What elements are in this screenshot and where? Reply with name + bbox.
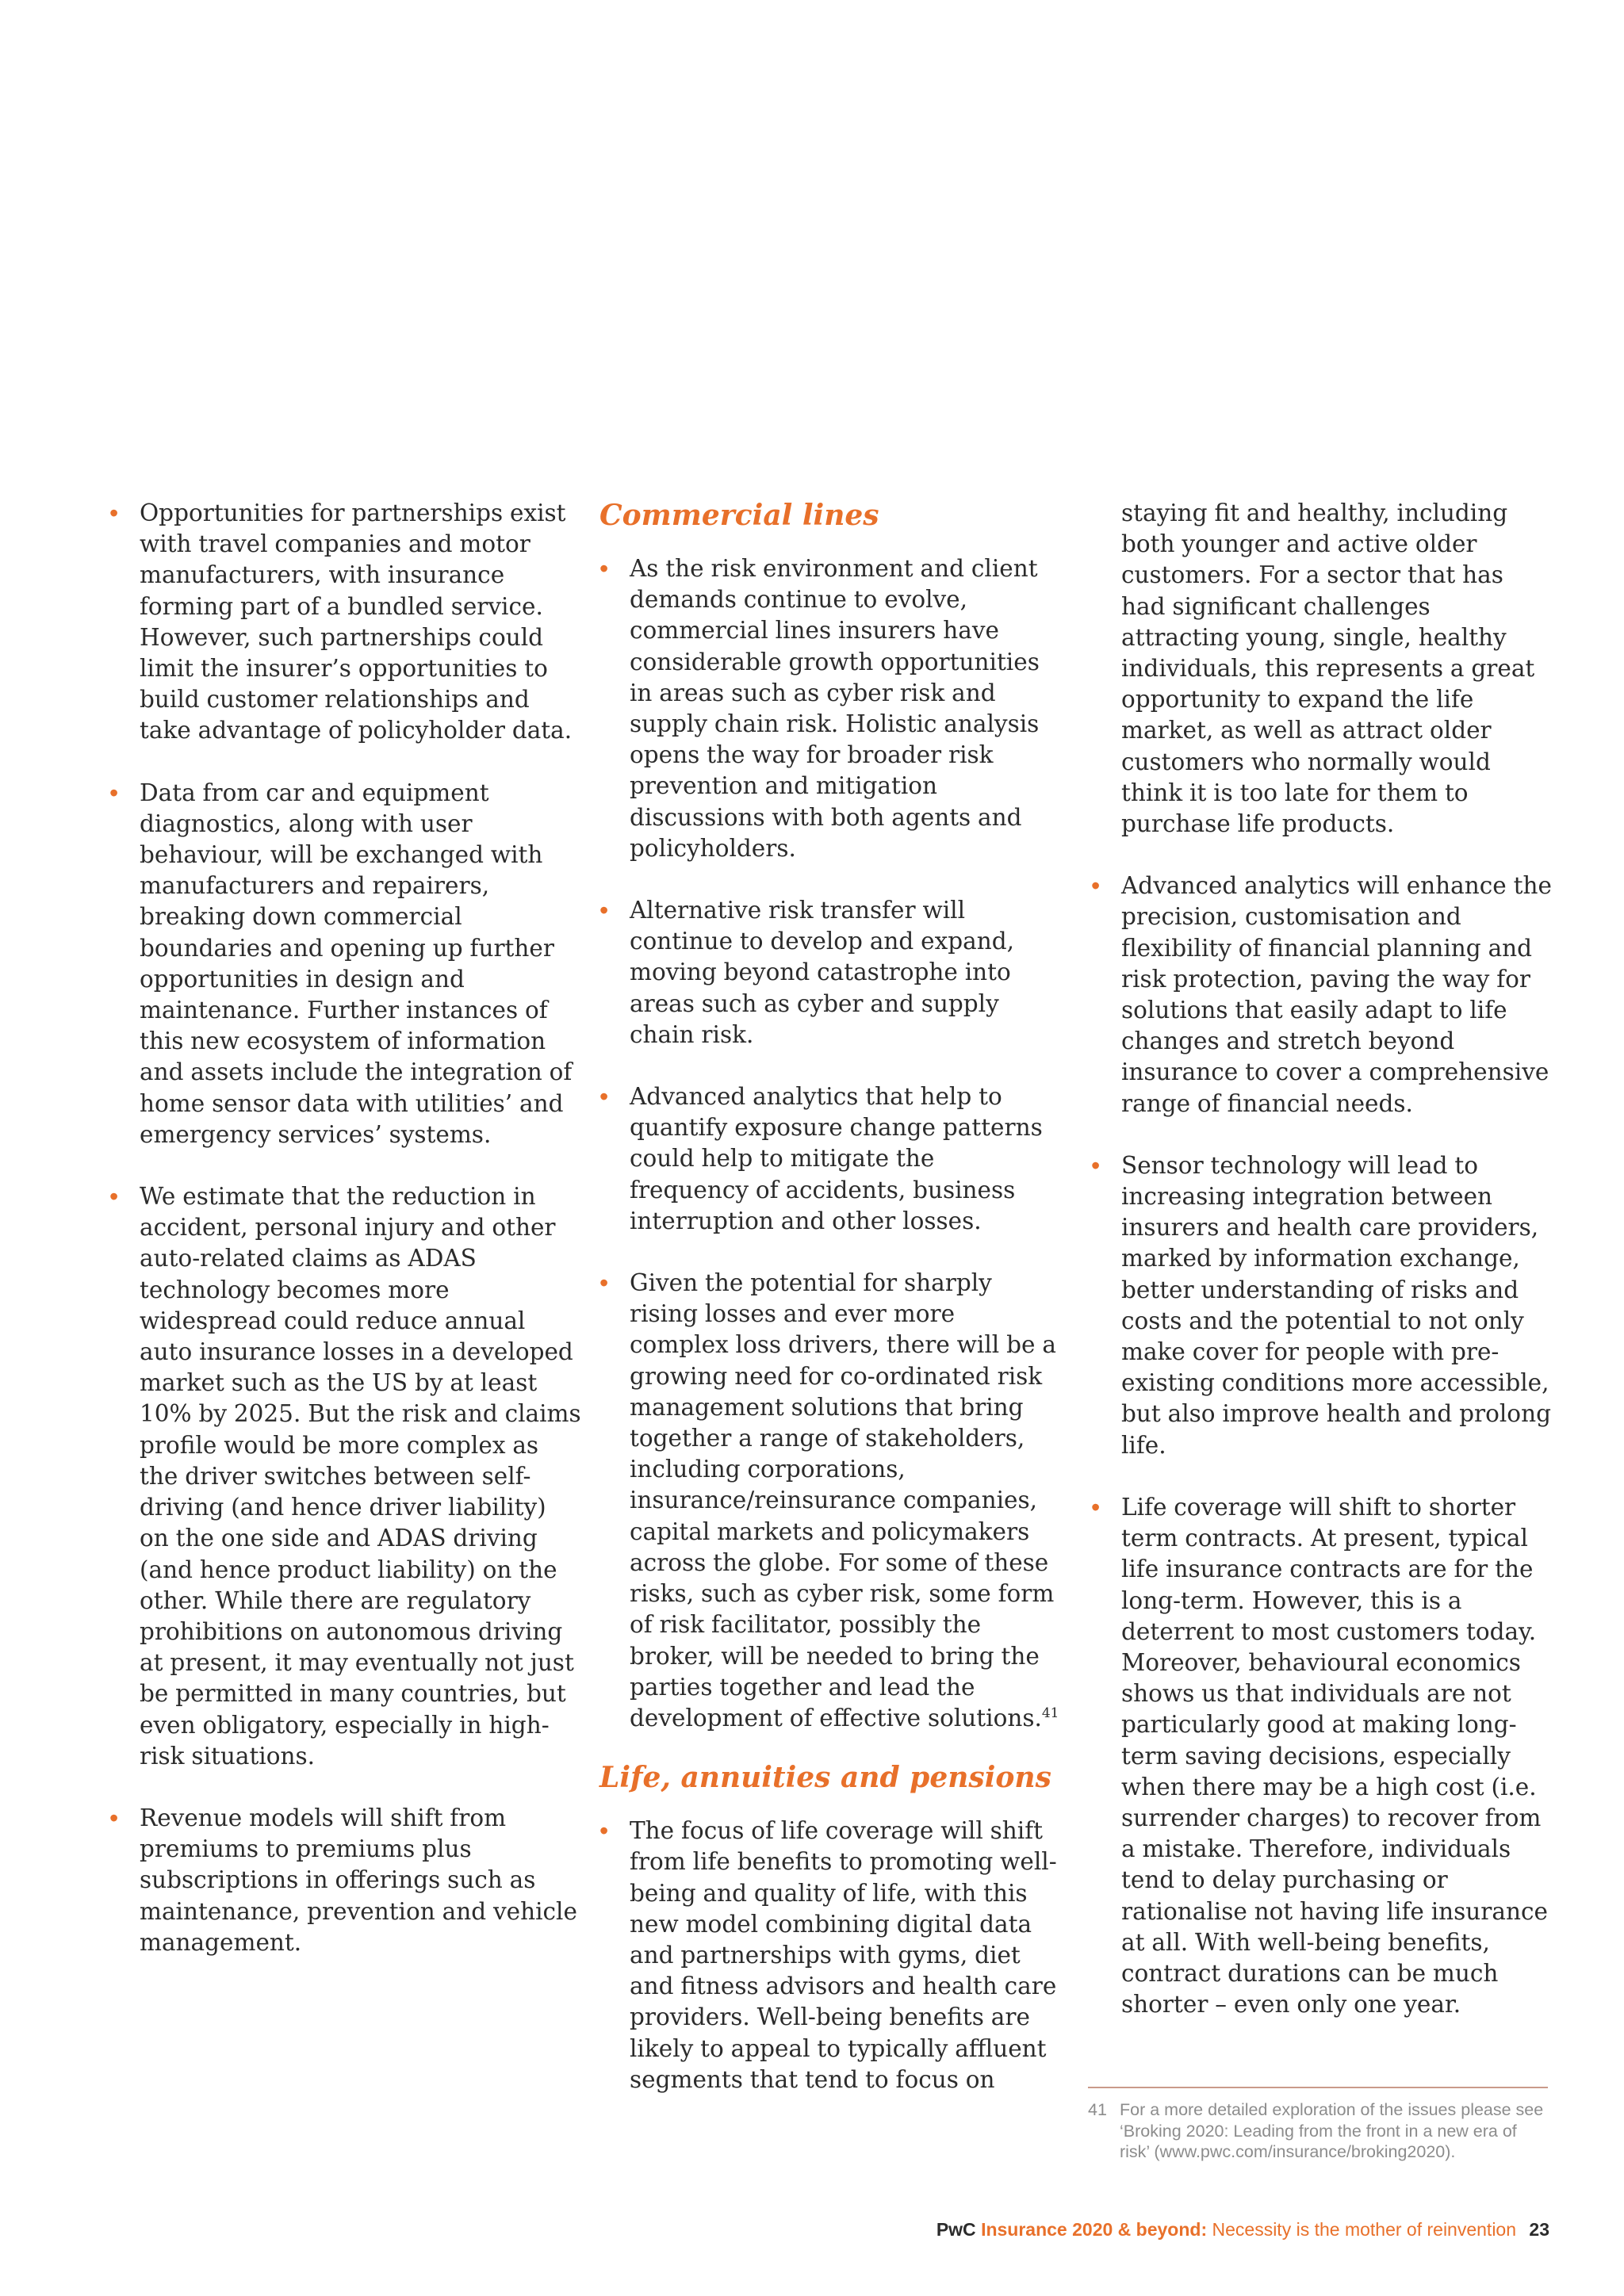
list-item: • Alternative risk transfer will continue to develop and expand, moving beyond catastrophe into areas such as cyber and supply chain risk.: [599, 895, 1059, 1050]
footnote: [1088, 2099, 1548, 2163]
commercial-bullet-list: [599, 553, 1059, 1734]
list-item: • Advanced analytics will enhance the precision, customisation and flexibility of financial planning and risk protection, paving the way for solutions that easily adapt to life changes and stretch beyond insurance to cover a comprehensive range of financial needs.: [1091, 871, 1553, 1119]
list-item: [599, 1268, 1059, 1734]
publication-tagline: Necessity is the mother of reinvention: [1212, 2219, 1517, 2240]
list-item: • As the risk environment and client demands continue to evolve, commercial lines insurers have considerable growth opportunities in areas such as cyber risk and supply chain risk. Holistic analysis opens the way for broader risk prevention and mitigation discussions with both agents and policyholders.: [599, 553, 1059, 864]
column-left: [109, 498, 582, 1989]
list-item: • Advanced analytics that help to quantify exposure change patterns could help to mitigate the frequency of accidents, business interruption and other losses.: [599, 1081, 1059, 1237]
publication-title: Insurance 2020 & beyond:: [981, 2219, 1208, 2240]
footnote-number: 41: [1088, 2100, 1107, 2119]
life-bullet-list: [599, 1816, 1059, 2095]
brand-name: PwC: [936, 2219, 976, 2240]
footnote-divider: [1088, 2087, 1548, 2088]
list-item: • Life coverage will shift to shorter term contracts. At present, typical life insurance contracts are for the long-term. However, this is a deterrent to most customers today. Moreover, behavioural economics shows us that individuals are not particularly good at making long-term saving decisions, especially when there may be a high cost (i.e. surrender charges) to recover from a mistake. Therefore, individuals tend to delay purchasing or rationalise not having life insurance at all. With well-being benefits, contract durations can be much shorter – even only one year.: [1091, 1492, 1553, 2020]
list-item: • The focus of life coverage will shift from life benefits to promoting well-being and quality of life, with this new model combining digital data and partnerships with gyms, diet and fitness advisors and health care providers. Well-being benefits are likely to appeal to typically affluent segments that tend to focus on: [599, 1816, 1059, 2095]
page-number: 23: [1529, 2219, 1549, 2240]
list-item: • Revenue models will shift from premiums to premiums plus subscriptions in offerings such as maintenance, prevention and vehicle management.: [109, 1803, 582, 1958]
column-right: [1091, 498, 1553, 2051]
life-annuities-pensions-heading: Life, annuities and pensions: [599, 1761, 1051, 1795]
list-item: • Opportunities for partnerships exist with travel companies and motor manufacturers, with insurance forming part of a bundled service. However, such partnerships could limit the insurer’s opportunities to build customer relationships and take advantage of policyholder data.: [109, 498, 582, 747]
auto-bullet-list: [109, 498, 582, 1958]
list-item-text: Given the potential for sharply rising losses and ever more complex loss drivers, there will be a growing need for co-ordinated risk management solutions that bring together a range of stakeholders, including corporations, insurance/reinsurance companies, capital markets and policymakers across the globe. For some of these risks, such as cyber risk, some form of risk facilitator, possibly the broker, will be needed to bring the parties together and lead the development of effective solutions.: [630, 1269, 1056, 1732]
list-item: • Data from car and equipment diagnostics, along with user behaviour, will be exchanged with manufacturers and repairers, breaking down commercial boundaries and opening up further opportunities in design and maintenance. Further instances of this new ecosystem of information and assets include the integration of home sensor data with utilities’ and emergency services’ systems.: [109, 778, 582, 1150]
list-item-continuation: staying fit and healthy, including both younger and active older customers. For a sector that has had significant challenges attracting young, single, healthy individuals, this represents a great opportunity to expand the life market, as well as attract older customers who normally would think it is too late for them to purchase life products.: [1121, 499, 1535, 838]
life-bullet-list-continued: [1091, 498, 1553, 2020]
column-middle: [599, 498, 1059, 2126]
page-footer: [936, 2218, 1549, 2241]
footnote-text: For a more detailed exploration of the issues please see ‘Broking 2020: Leading from the front in a new era of risk’ (www.pwc.com/insurance/broking2020).: [1120, 2100, 1544, 2161]
commercial-lines-heading: Commercial lines: [599, 499, 879, 532]
footnote-reference[interactable]: 41: [1041, 1705, 1059, 1722]
list-item: • We estimate that the reduction in accident, personal injury and other auto-related claims as ADAS technology becomes more widespread could reduce annual auto insurance losses in a developed market such as the US by at least 10% by 2025. But the risk and claims profile would be more complex as the driver switches between self-driving (and hence driver liability) on the one side and ADAS driving (and hence product liability) on the other. While there are regulatory prohibitions on autonomous driving at present, it may eventually not just be permitted in many countries, but even obligatory, especially in high-risk situations.: [109, 1181, 582, 1772]
list-item: • Sensor technology will lead to increasing integration between insurers and health care providers, marked by information exchange, better understanding of risks and costs and the potential to not only make cover for people with pre-existing conditions more accessible, but also improve health and prolong life.: [1091, 1150, 1553, 1461]
